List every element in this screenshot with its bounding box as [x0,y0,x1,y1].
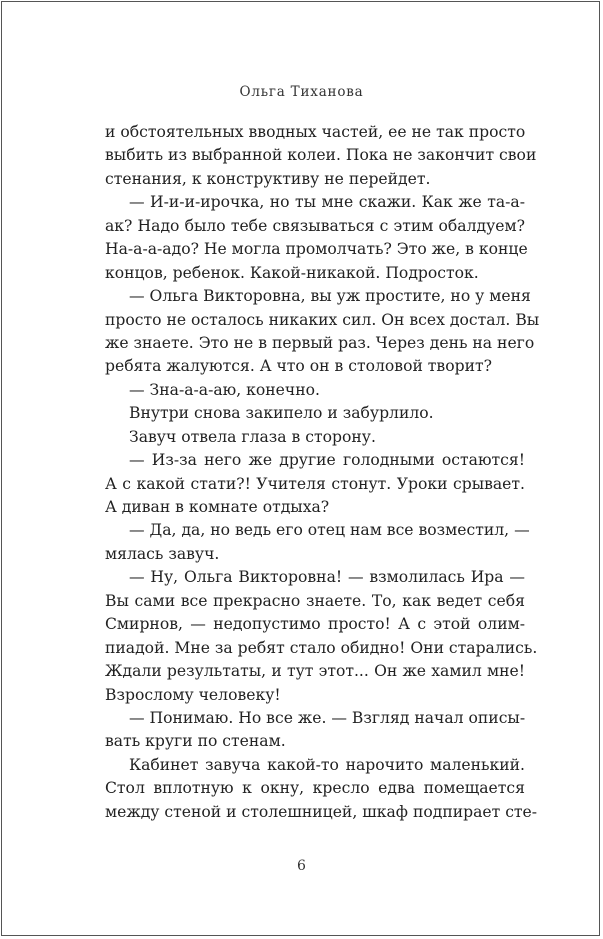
text-line: Стол вплотную к окну, кресло едва помещается [105,779,525,798]
text-line: А с какой стати?! Учителя стонут. Уроки срывает. [105,474,525,493]
text-line: Завуч отвела глаза в сторону. [129,427,376,446]
text-line: просто не осталось никаких сил. Он всех достал. Вы [105,310,540,329]
text-line: — Ну, Ольга Викторовна! — взмолилась Ира — [129,568,525,587]
text-line: Взрослому человеку! [105,685,281,704]
text-line: ребята жалуются. А что он в столовой творит? [105,357,492,376]
text-line: же знаете. Это не в первый раз. Через день на него [105,333,535,352]
text-line: Вы сами все прекрасно знаете. То, как ведет себя [105,591,525,610]
body-text [105,121,540,824]
text-line: Внутри снова закипело и забурлило. [129,404,434,423]
text-line: Смирнов, — недопустимо просто! А с этой олим- [105,615,525,634]
text-line: На-а-а-адо? Не могла промолчать? Это же, в конце [105,240,528,259]
text-line: Кабинет завуча какой-то нарочито маленький. [129,755,525,774]
text-line: А диван в комнате отдыха? [105,498,330,516]
page-number: 6 [297,858,306,874]
text-line: — Да, да, но ведь его отец нам все возместил, — [129,521,530,540]
text-line: — Зна-а-а-аю, конечно. [129,380,320,399]
text-line: концов, ребенок. Какой-никакой. Подросток. [105,263,479,282]
text-line: ак? Надо было тебе связываться с этим обалдуем? [105,216,525,235]
text-line: вать круги по стенам. [105,732,286,751]
text-line: — Из-за него же другие голодными остаются! [129,451,525,470]
text-line: пиадой. Мне за ребят стало обидно! Они старались. [105,638,538,657]
text-line: — Ольга Викторовна, вы уж простите, но у меня [129,287,531,306]
running-head: Ольга Тиханова [239,84,364,100]
text-line: между стеной и столешницей, шкаф подпирает сте- [105,802,538,821]
text-line: — И-и-и-ирочка, но ты мне скажи. Как же та-а- [129,193,525,212]
text-line: мялась завуч. [105,544,220,563]
text-line: и обстоятельных вводных частей, ее не так просто [105,123,526,141]
text-line: стенания, к конструктиву не перейдет. [105,169,431,188]
text-line: выбить из выбранной колеи. Пока не закончит свои [105,146,537,165]
text-line: Ждали результаты, и тут этот... Он же хамил мне! [105,662,525,681]
text-line: — Понимаю. Но все же. — Взгляд начал описы- [129,708,526,727]
